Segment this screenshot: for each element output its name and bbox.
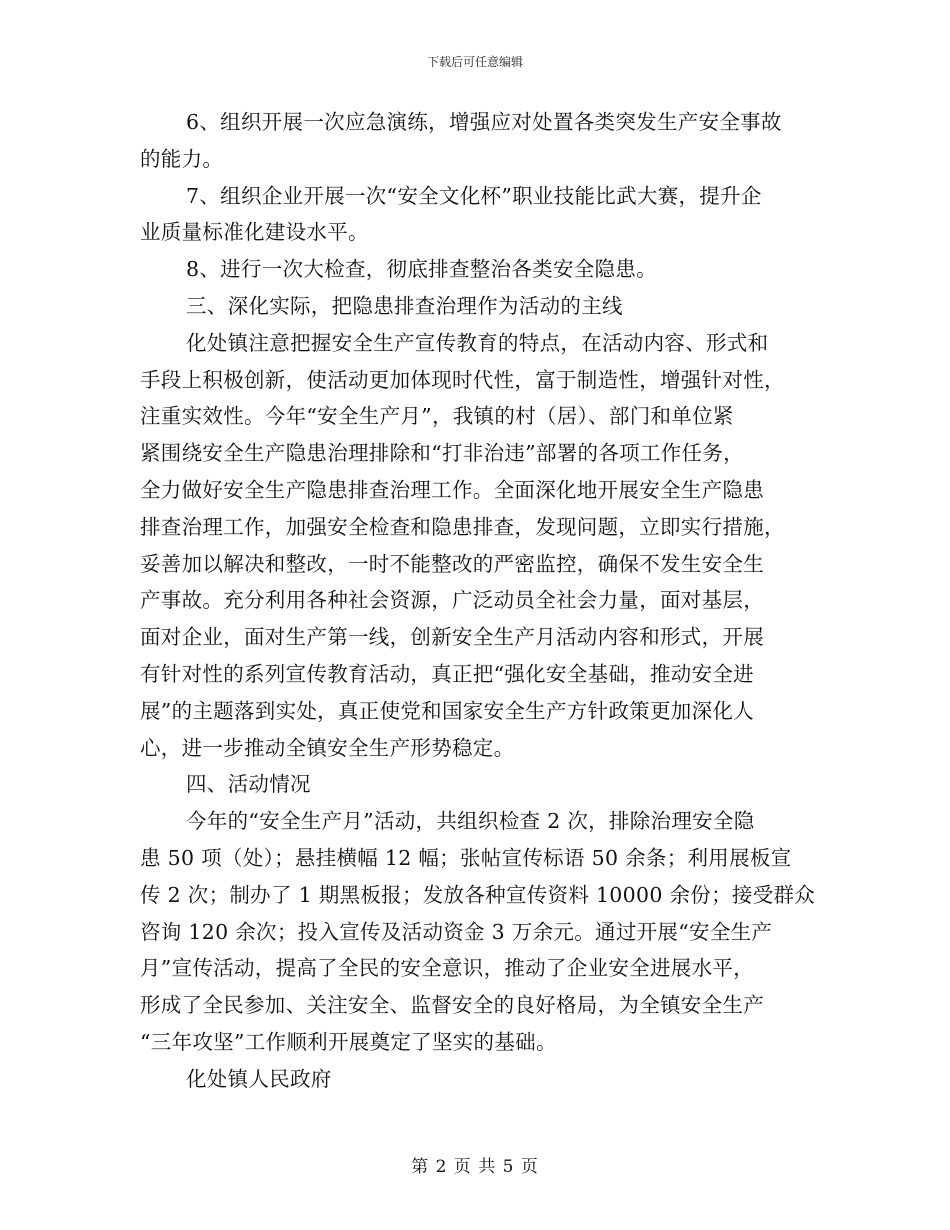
text-line: 心，进一步推动全镇安全生产形势稳定。	[140, 735, 515, 760]
header-note: 下载后可任意编辑	[426, 55, 523, 69]
document-body	[140, 104, 816, 1098]
text-line: 排查治理工作，加强安全检查和隐患排查，发现问题，立即实行措施，	[140, 514, 785, 539]
text-line: 传 2 次；制办了 1 期黑板报；发放各种宣传资料 10000 余份；接受群众	[140, 882, 816, 907]
text-line: 手段上积极创新，使活动更加体现时代性，富于制造性，增强针对性，	[140, 367, 785, 392]
text-line: 咨询 120 余次；投入宣传及活动资金 3 万余元。通过开展“安全生产	[140, 919, 773, 944]
text-line: 紧围绕安全生产隐患治理排除和“打非治违”部署的各项工作任务，	[140, 441, 744, 466]
text-line: 形成了全民参加、关注安全、监督安全的良好格局，为全镇安全生产	[140, 993, 764, 1018]
text-line: 月”宣传活动，提高了全民的安全意识，推动了企业安全进展水平，	[140, 956, 754, 981]
text-line: 化处镇注意把握安全生产宣传教育的特点，在活动内容、形式和	[186, 330, 769, 355]
text-line: 化处镇人民政府	[186, 1066, 332, 1091]
text-line: “三年攻坚”工作顺利开展奠定了坚实的基础。	[140, 1029, 557, 1054]
page-header	[0, 54, 950, 70]
text-line: 患 50 项（处）；悬挂横幅 12 幅；张帖宣传标语 50 余条；利用展板宣	[140, 845, 792, 870]
text-line: 7、组织企业开展一次“安全文化杯”职业技能比武大赛，提升企	[186, 183, 762, 208]
text-line: 三、深化实际，把隐患排查治理作为活动的主线	[186, 293, 623, 318]
text-line: 注重实效性。今年“安全生产月”，我镇的村（居）、部门和单位紧	[140, 404, 734, 429]
text-line: 8、进行一次大检查，彻底排查整治各类安全隐患。	[186, 257, 657, 282]
page-footer	[0, 1156, 950, 1178]
text-line: 有针对性的系列宣传教育活动，真正把“强化安全基础，推动安全进	[140, 661, 754, 686]
text-line: 展”的主题落到实处，真正使党和国家安全生产方针政策更加深化人	[140, 698, 754, 723]
text-line: 四、活动情况	[186, 772, 311, 797]
text-line: 妥善加以解决和整改，一时不能整改的严密监控，确保不发生安全生	[140, 551, 764, 576]
text-line: 业质量标准化建设水平。	[140, 220, 369, 245]
text-line: 全力做好安全生产隐患排查治理工作。全面深化地开展安全生产隐患	[140, 477, 764, 502]
text-line: 今年的“安全生产月”活动，共组织检查 2 次，排除治理安全隐	[186, 809, 755, 834]
text-line: 6、组织开展一次应急演练，增强应对处置各类突发生产安全事故	[186, 110, 782, 134]
text-line: 的能力。	[140, 146, 224, 171]
text-line: 产事故。充分利用各种社会资源，广泛动员全社会力量，面对基层，	[140, 588, 764, 613]
text-line: 面对企业，面对生产第一线，创新安全生产月活动内容和形式，开展	[140, 625, 764, 650]
page-number-label: 第 2 页 共 5 页	[411, 1157, 539, 1177]
